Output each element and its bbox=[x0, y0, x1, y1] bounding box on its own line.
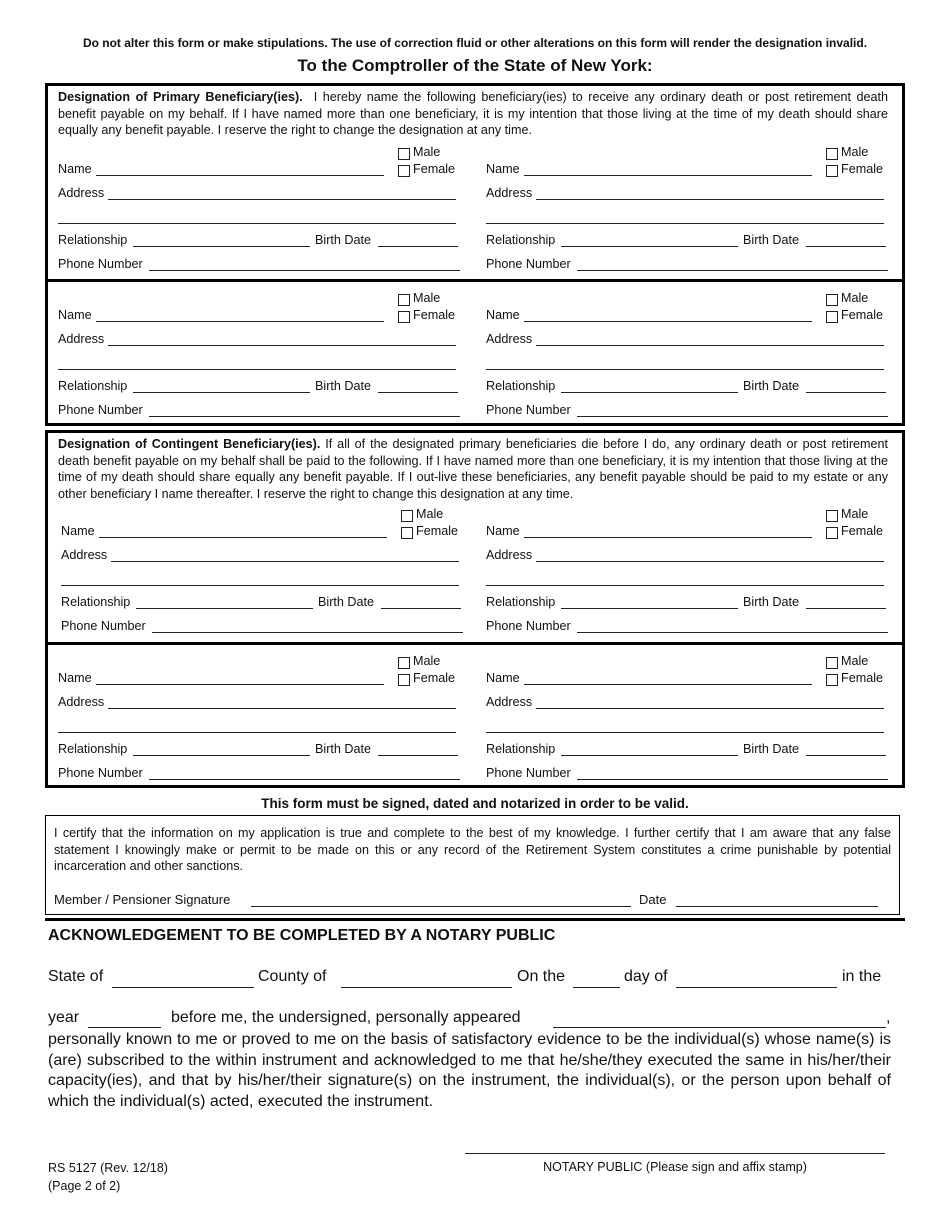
name-line[interactable] bbox=[524, 175, 812, 176]
form-title: To the Comptroller of the State of New York: bbox=[297, 56, 653, 75]
phone-label: Phone Number bbox=[58, 766, 143, 780]
phone-line[interactable] bbox=[577, 416, 888, 417]
address-line-2[interactable] bbox=[486, 223, 884, 224]
year-line[interactable] bbox=[88, 1027, 161, 1028]
birth-date-line[interactable] bbox=[806, 246, 886, 247]
phone-label: Phone Number bbox=[61, 619, 146, 633]
female-label: Female bbox=[413, 308, 455, 322]
county-line[interactable] bbox=[341, 987, 512, 988]
name-label: Name bbox=[61, 524, 95, 538]
male-checkbox[interactable] bbox=[826, 294, 838, 306]
relationship-line[interactable] bbox=[133, 392, 310, 393]
contingent-beneficiary-section bbox=[45, 430, 905, 788]
relationship-line[interactable] bbox=[133, 246, 310, 247]
address-line-2[interactable] bbox=[486, 585, 884, 586]
date-line[interactable] bbox=[676, 906, 878, 907]
birth-date-line[interactable] bbox=[381, 608, 461, 609]
female-label: Female bbox=[841, 308, 883, 322]
beneficiary-block bbox=[486, 505, 891, 633]
female-label: Female bbox=[413, 671, 455, 685]
name-label: Name bbox=[486, 308, 520, 322]
contingent-intro bbox=[58, 436, 888, 502]
contingent-heading: Designation of Contingent Beneficiary(ies). bbox=[58, 437, 321, 451]
address-line-1[interactable] bbox=[536, 345, 884, 346]
female-checkbox[interactable] bbox=[826, 311, 838, 323]
notary-signature-caption: NOTARY PUBLIC (Please sign and affix stamp) bbox=[543, 1160, 807, 1174]
signature-label: Member / Pensioner Signature bbox=[54, 892, 231, 907]
name-label: Name bbox=[486, 524, 520, 538]
form-warning: Do not alter this form or make stipulations. The use of correction fluid or other alterations on this form will render the designation invalid. bbox=[82, 36, 868, 50]
phone-line[interactable] bbox=[152, 632, 463, 633]
name-label: Name bbox=[58, 162, 92, 176]
male-label: Male bbox=[841, 291, 869, 305]
address-line-2[interactable] bbox=[61, 585, 459, 586]
name-line[interactable] bbox=[96, 175, 384, 176]
certify-text: I certify that the information on my application is true and complete to the best of my knowledge. I further certify that I am aware that any false statement I knowingly make or permit to be made on this or any record of the Retirement System constitutes a crime punishable by potential incarceration and other sanctions. bbox=[54, 826, 891, 873]
phone-label: Phone Number bbox=[486, 403, 571, 417]
male-label: Male bbox=[416, 507, 444, 521]
relationship-label: Relationship bbox=[58, 379, 128, 393]
address-label: Address bbox=[58, 186, 105, 200]
male-checkbox[interactable] bbox=[826, 510, 838, 522]
relationship-label: Relationship bbox=[58, 233, 128, 247]
primary-beneficiary-section bbox=[45, 83, 905, 426]
primary-divider bbox=[48, 279, 902, 282]
form-id: RS 5127 (Rev. 12/18) bbox=[48, 1161, 168, 1175]
beneficiary-block bbox=[58, 652, 463, 780]
female-label: Female bbox=[413, 162, 455, 176]
relationship-label: Relationship bbox=[486, 595, 556, 609]
male-checkbox[interactable] bbox=[398, 657, 410, 669]
birth-date-line[interactable] bbox=[378, 392, 458, 393]
name-label: Name bbox=[58, 308, 92, 322]
birth-date-line[interactable] bbox=[378, 755, 458, 756]
relationship-label: Relationship bbox=[486, 233, 556, 247]
male-label: Male bbox=[841, 145, 869, 159]
relationship-label: Relationship bbox=[486, 742, 556, 756]
address-line-1[interactable] bbox=[108, 199, 456, 200]
address-label: Address bbox=[486, 332, 533, 346]
male-checkbox[interactable] bbox=[398, 294, 410, 306]
contingent-divider bbox=[48, 642, 902, 645]
male-checkbox[interactable] bbox=[401, 510, 413, 522]
month-line[interactable] bbox=[676, 987, 837, 988]
male-checkbox[interactable] bbox=[826, 657, 838, 669]
phone-label: Phone Number bbox=[58, 257, 143, 271]
day-of-label: day of bbox=[624, 968, 668, 985]
year-label: year bbox=[48, 1009, 80, 1026]
male-checkbox[interactable] bbox=[398, 148, 410, 160]
address-line-2[interactable] bbox=[58, 732, 456, 733]
address-label: Address bbox=[58, 695, 105, 709]
phone-line[interactable] bbox=[149, 779, 460, 780]
beneficiary-block bbox=[486, 652, 891, 780]
county-of-label: County of bbox=[258, 968, 327, 985]
address-label: Address bbox=[58, 332, 105, 346]
notary-paragraph: personally known to me or proved to me on the basis of satisfactory evidence to be the individual(s) whose name(s) is (are) subscribed to the within instrument and acknowledged to me that he/she/they executed the same in his/her/their capacity(ies), and that by his/her/their signature(s) on the instrument, the individual(s), or the person upon behalf of which the individual(s) acted, executed the instrument. bbox=[48, 1031, 891, 1110]
phone-label: Phone Number bbox=[486, 766, 571, 780]
primary-intro bbox=[58, 89, 888, 139]
phone-label: Phone Number bbox=[486, 619, 571, 633]
relationship-label: Relationship bbox=[58, 742, 128, 756]
birth-date-label: Birth Date bbox=[318, 595, 374, 609]
relationship-line[interactable] bbox=[561, 608, 738, 609]
phone-line[interactable] bbox=[577, 779, 888, 780]
name-label: Name bbox=[486, 162, 520, 176]
relationship-line[interactable] bbox=[561, 392, 738, 393]
name-line[interactable] bbox=[524, 684, 812, 685]
name-label: Name bbox=[486, 671, 520, 685]
relationship-line[interactable] bbox=[136, 608, 313, 609]
birth-date-label: Birth Date bbox=[743, 595, 799, 609]
name-label: Name bbox=[58, 671, 92, 685]
male-label: Male bbox=[413, 145, 441, 159]
name-line[interactable] bbox=[96, 321, 384, 322]
birth-date-label: Birth Date bbox=[315, 379, 371, 393]
phone-label: Phone Number bbox=[486, 257, 571, 271]
female-checkbox[interactable] bbox=[398, 674, 410, 686]
relationship-line[interactable] bbox=[561, 246, 738, 247]
birth-date-line[interactable] bbox=[378, 246, 458, 247]
address-line-1[interactable] bbox=[536, 199, 884, 200]
phone-line[interactable] bbox=[149, 416, 460, 417]
female-checkbox[interactable] bbox=[826, 527, 838, 539]
primary-heading: Designation of Primary Beneficiary(ies). bbox=[58, 90, 303, 104]
address-label: Address bbox=[486, 695, 533, 709]
notary-heading: ACKNOWLEDGEMENT TO BE COMPLETED BY A NOTARY PUBLIC bbox=[48, 927, 556, 944]
on-the-label: On the bbox=[517, 968, 566, 985]
female-checkbox[interactable] bbox=[401, 527, 413, 539]
birth-date-label: Birth Date bbox=[743, 742, 799, 756]
appeared-name-line[interactable] bbox=[553, 1027, 886, 1028]
name-line[interactable] bbox=[524, 537, 812, 538]
relationship-line[interactable] bbox=[133, 755, 310, 756]
female-checkbox[interactable] bbox=[398, 165, 410, 177]
female-label: Female bbox=[841, 524, 883, 538]
address-line-1[interactable] bbox=[536, 561, 884, 562]
state-of-label: State of bbox=[48, 968, 104, 985]
phone-label: Phone Number bbox=[58, 403, 143, 417]
in-the-label: in the bbox=[842, 968, 882, 985]
beneficiary-block bbox=[486, 289, 891, 417]
male-label: Male bbox=[413, 654, 441, 668]
comma: , bbox=[886, 1009, 891, 1026]
birth-date-label: Birth Date bbox=[315, 742, 371, 756]
birth-date-line[interactable] bbox=[806, 608, 886, 609]
name-line[interactable] bbox=[99, 537, 387, 538]
female-checkbox[interactable] bbox=[826, 165, 838, 177]
relationship-label: Relationship bbox=[61, 595, 131, 609]
address-line-1[interactable] bbox=[108, 345, 456, 346]
female-label: Female bbox=[841, 162, 883, 176]
signature-line[interactable] bbox=[251, 906, 631, 907]
address-line-2[interactable] bbox=[58, 223, 456, 224]
date-label: Date bbox=[639, 892, 667, 907]
female-checkbox[interactable] bbox=[398, 311, 410, 323]
beneficiary-block bbox=[61, 505, 466, 633]
address-line-1[interactable] bbox=[108, 708, 456, 709]
male-label: Male bbox=[841, 654, 869, 668]
birth-date-line[interactable] bbox=[806, 755, 886, 756]
appeared-label: before me, the undersigned, personally appeared bbox=[171, 1009, 521, 1026]
relationship-label: Relationship bbox=[486, 379, 556, 393]
beneficiary-block bbox=[58, 143, 463, 271]
birth-date-label: Birth Date bbox=[743, 379, 799, 393]
address-label: Address bbox=[486, 186, 533, 200]
female-label: Female bbox=[841, 671, 883, 685]
phone-line[interactable] bbox=[577, 632, 888, 633]
male-checkbox[interactable] bbox=[826, 148, 838, 160]
birth-date-line[interactable] bbox=[806, 392, 886, 393]
address-line-2[interactable] bbox=[486, 732, 884, 733]
name-line[interactable] bbox=[96, 684, 384, 685]
notary-signature-line[interactable] bbox=[465, 1153, 885, 1154]
day-line[interactable] bbox=[573, 987, 620, 988]
address-line-2[interactable] bbox=[486, 369, 884, 370]
male-label: Male bbox=[413, 291, 441, 305]
address-label: Address bbox=[61, 548, 108, 562]
address-line-1[interactable] bbox=[536, 708, 884, 709]
contingent-text: If all of the designated primary beneficiaries die before I do, any ordinary death or post retirement death benefit payable on my behalf shall be paid to the following. If I have named more than one beneficiary, it is my intention that those living at the time of my death should share equally any benefit payable. If I out-live these beneficiaries, any benefit payable should be paid to my estate or any other beneficiary I name thereafter. I reserve the right to change this designation at any time. bbox=[58, 437, 889, 501]
certification-section bbox=[45, 815, 900, 915]
beneficiary-block bbox=[58, 289, 463, 417]
phone-line[interactable] bbox=[577, 270, 888, 271]
name-line[interactable] bbox=[524, 321, 812, 322]
state-line[interactable] bbox=[112, 987, 254, 988]
male-label: Male bbox=[841, 507, 869, 521]
birth-date-label: Birth Date bbox=[315, 233, 371, 247]
sign-notice: This form must be signed, dated and notarized in order to be valid. bbox=[261, 796, 689, 811]
notary-divider bbox=[45, 918, 905, 921]
page-number: (Page 2 of 2) bbox=[48, 1179, 121, 1193]
birth-date-label: Birth Date bbox=[743, 233, 799, 247]
primary-text: I hereby name the following beneficiary(ies) to receive any ordinary death or post retirement death benefit payable on my behalf. If I have named more than one beneficiary, it is my intention that those living at the time of my death should share equally any benefit payable. I reserve the right to change the designation at any time. bbox=[58, 90, 889, 137]
address-line-1[interactable] bbox=[111, 561, 459, 562]
relationship-line[interactable] bbox=[561, 755, 738, 756]
address-line-2[interactable] bbox=[58, 369, 456, 370]
beneficiary-block bbox=[486, 143, 891, 271]
female-checkbox[interactable] bbox=[826, 674, 838, 686]
phone-line[interactable] bbox=[149, 270, 460, 271]
address-label: Address bbox=[486, 548, 533, 562]
female-label: Female bbox=[416, 524, 458, 538]
